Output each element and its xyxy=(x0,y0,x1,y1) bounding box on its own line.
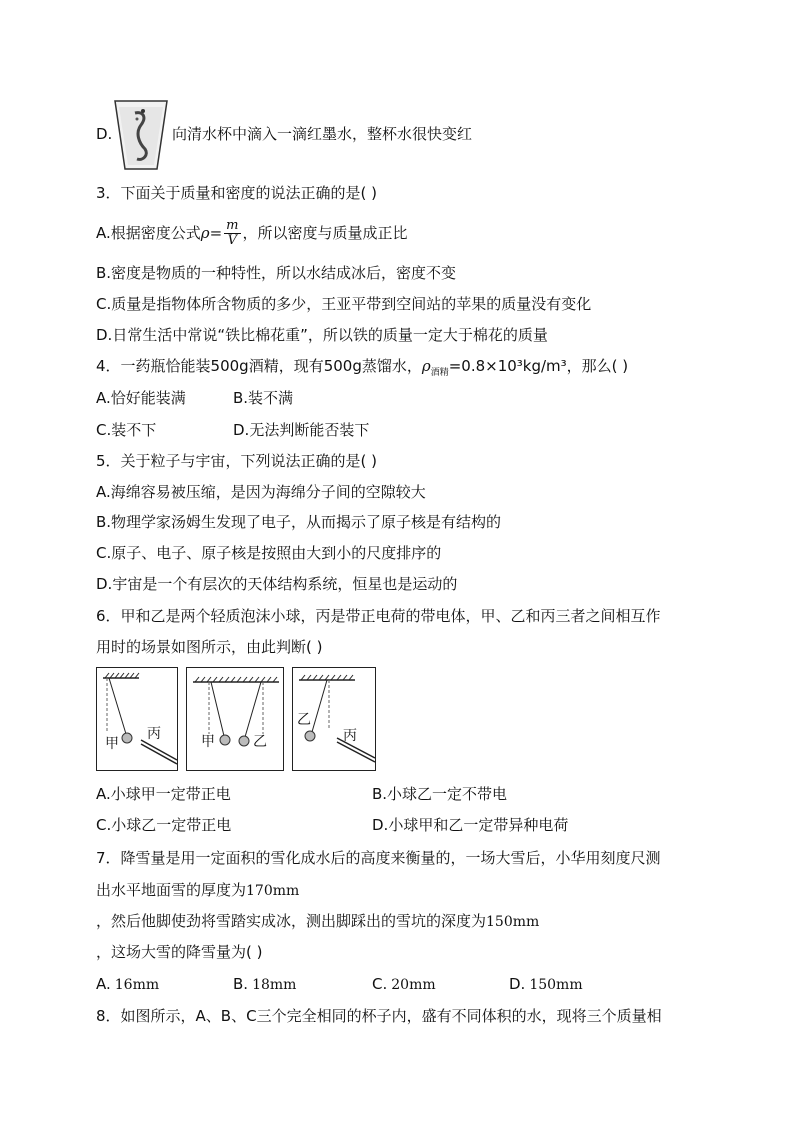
q3-option-a xyxy=(96,216,408,250)
q7-option-c-value: 20mm xyxy=(391,977,436,993)
q5-option-a: A.海绵容易被压缩，是因为海绵分子间的空隙较大 xyxy=(96,483,426,501)
q4-stem xyxy=(96,356,628,383)
q6-option-a: A.小球甲一定带正电 xyxy=(96,785,231,803)
q3-option-c: C.质量是指物体所含物质的多少，王亚平带到空间站的苹果的质量没有变化 xyxy=(96,295,592,313)
q7-value-170: 170mm xyxy=(246,883,300,899)
q2-option-d-text: 向清水杯中滴入一滴红墨水，整杯水很快变红 xyxy=(172,125,473,143)
q6-option-b: B.小球乙一定不带电 xyxy=(372,785,508,803)
q7-value-150: 150mm xyxy=(486,914,540,930)
q7-stem-line2 xyxy=(96,880,299,901)
q7-stem-line2-text: 出水平地面雪的厚度为 xyxy=(96,881,247,899)
q5-option-c: C.原子、电子、原子核是按照由大到小的尺度排序的 xyxy=(96,544,442,562)
q7-option-c xyxy=(372,974,436,995)
q3-option-a-suffix: ，所以密度与质量成正比 xyxy=(242,224,408,242)
q7-option-d-label: D. xyxy=(509,975,526,993)
q4-option-c: C.装不下 xyxy=(96,421,157,439)
q3-option-a-prefix: A.根据密度公式 xyxy=(96,224,201,242)
q6-panel-3-label-yi: 乙 xyxy=(297,712,311,728)
q6-panel-1-label-bing: 丙 xyxy=(147,726,161,742)
q4-option-a: A.恰好能装满 xyxy=(96,389,186,407)
q6-panel-2-drawing xyxy=(187,668,285,772)
q5-option-b: B.物理学家汤姆生发现了电子，从而揭示了原子核是有结构的 xyxy=(96,513,502,531)
q3-option-d: D.日常生活中常说“铁比棉花重”，所以铁的质量一定大于棉花的质量 xyxy=(96,326,548,344)
q6-option-c: C.小球乙一定带正电 xyxy=(96,816,232,834)
q6-panel-3-label-bing: 丙 xyxy=(343,728,357,744)
q4-stem-a: 4．一药瓶恰能装500g酒精，现有500g蒸馏水， xyxy=(96,357,422,375)
q6-stem-line2: 用时的场景如图所示，由此判断( ) xyxy=(96,638,323,656)
q7-option-a xyxy=(96,974,159,995)
q4-option-d: D.无法判断能否装下 xyxy=(233,421,370,439)
q6-figure-panel-3 xyxy=(292,667,376,771)
q3-formula-numerator: m xyxy=(226,218,239,233)
q4-rho-sub: 酒精 xyxy=(430,368,449,378)
q6-panel-2-label-jia: 甲 xyxy=(201,734,215,750)
q6-panel-1-label-jia: 甲 xyxy=(105,736,119,752)
q6-panel-1-drawing xyxy=(97,668,179,772)
q7-option-d xyxy=(509,974,583,995)
q7-option-b-label: B. xyxy=(233,975,249,993)
q7-option-b xyxy=(233,974,296,995)
q2-option-d-label: D. xyxy=(96,125,113,143)
q3-formula-fraction xyxy=(224,219,240,248)
q7-option-b-value: 18mm xyxy=(252,977,297,993)
q7-option-d-value: 150mm xyxy=(529,977,583,993)
q3-stem: 3．下面关于质量和密度的说法正确的是( ) xyxy=(96,184,378,202)
q7-option-c-label: C. xyxy=(372,975,388,993)
ink-cup-figure xyxy=(113,99,169,171)
q3-option-b: B.密度是物质的一种特性，所以水结成冰后，密度不变 xyxy=(96,264,457,282)
q7-stem-line4: ，这场大雪的降雪量为( ) xyxy=(96,943,263,961)
q6-figure-panel-2 xyxy=(186,667,284,771)
q7-stem-line1: 7．降雪量是用一定面积的雪化成水后的高度来衡量的，一场大雪后，小华用刻度尺测 xyxy=(96,849,661,867)
q3-formula-lhs: ρ= xyxy=(200,224,223,242)
q3-formula-denominator: V xyxy=(227,233,238,248)
q6-stem-line1: 6．甲和乙是两个轻质泡沫小球，丙是带正电荷的带电体，甲、乙和丙三者之间相互作 xyxy=(96,607,661,625)
q7-option-a-value: 16mm xyxy=(114,977,160,993)
q4-stem-b: =0.8×10³kg/m³，那么( ) xyxy=(448,357,629,375)
q7-stem-line3-text: ，然后他脚使劲将雪踏实成冰，测出脚踩出的雪坑的深度为 xyxy=(96,912,487,930)
q4-option-b: B.装不满 xyxy=(233,389,294,407)
q5-option-d: D.宇宙是一个有层次的天体结构系统，恒星也是运动的 xyxy=(96,575,458,593)
q5-stem: 5．关于粒子与宇宙，下列说法正确的是( ) xyxy=(96,452,378,470)
q6-figure-panel-1 xyxy=(96,667,178,771)
q7-option-a-label: A. xyxy=(96,975,111,993)
q6-option-d: D.小球甲和乙一定带异种电荷 xyxy=(372,816,569,834)
q8-stem-line1: 8．如图所示，A、B、C三个完全相同的杯子内，盛有不同体积的水，现将三个质量相 xyxy=(96,1007,662,1025)
q4-rho: ρ xyxy=(421,357,431,375)
q6-panel-2-label-yi: 乙 xyxy=(253,734,267,750)
q7-stem-line3 xyxy=(96,911,539,932)
